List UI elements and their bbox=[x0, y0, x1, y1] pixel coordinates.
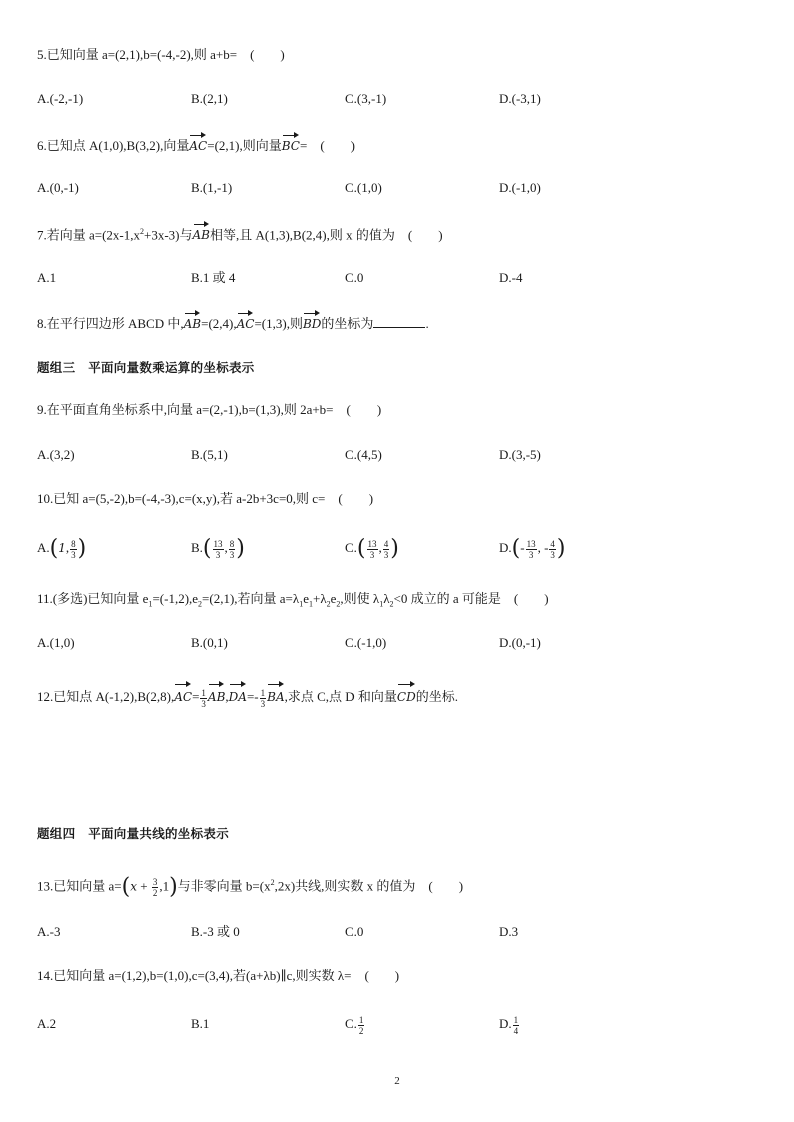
text: 的坐标. bbox=[415, 689, 458, 704]
paren: ( bbox=[121, 874, 131, 900]
vector-ac: AC bbox=[174, 683, 192, 708]
numerator: 3 bbox=[152, 876, 158, 887]
text: =(2,1),若向量 a=λ bbox=[202, 591, 300, 606]
question-11-options bbox=[37, 632, 757, 654]
value: 1 bbox=[58, 541, 66, 555]
fraction bbox=[229, 539, 236, 560]
vector-bc: BC bbox=[282, 134, 300, 155]
denominator: 2 bbox=[152, 887, 158, 898]
fraction bbox=[513, 1015, 520, 1036]
fraction bbox=[367, 539, 378, 560]
sep: , bbox=[378, 540, 382, 555]
text: =(2,1),则向量 bbox=[207, 138, 282, 153]
superscript: 2 bbox=[270, 878, 275, 887]
denominator: 3 bbox=[229, 549, 235, 560]
option-label: D. bbox=[499, 540, 512, 555]
text: 6.已知点 A(1,0),B(3,2),向量 bbox=[37, 138, 190, 153]
option-c[interactable] bbox=[345, 1013, 365, 1036]
text: = ( ) bbox=[299, 138, 355, 153]
denominator: 3 bbox=[201, 698, 206, 709]
option-c[interactable]: C.(4,5) bbox=[345, 447, 382, 462]
vector-ab: AB bbox=[193, 223, 210, 244]
option-a[interactable]: A.2 bbox=[37, 1016, 57, 1031]
numerator: 13 bbox=[213, 538, 223, 549]
subscript: 2 bbox=[326, 599, 331, 609]
text: = bbox=[192, 689, 200, 704]
question-13-stem bbox=[37, 871, 463, 898]
answer-blank[interactable] bbox=[373, 315, 425, 328]
text: ,2x)共线,则实数 x 的值为 ( ) bbox=[274, 878, 464, 894]
paren: ) bbox=[77, 536, 87, 562]
option-d[interactable]: D.-4 bbox=[499, 270, 523, 285]
numerator: 4 bbox=[550, 538, 555, 549]
option-b[interactable]: B.(5,1) bbox=[191, 447, 228, 462]
text: 的坐标为 bbox=[321, 316, 374, 331]
option-label: D. bbox=[499, 1016, 512, 1031]
denominator: 3 bbox=[528, 549, 534, 560]
question-14-stem: 14.已知向量 a=(1,2),b=(1,0),c=(3,4),若(a+λb)∥c,则实数 λ= ( ) bbox=[37, 968, 400, 983]
text: =(-1,2),e bbox=[152, 591, 199, 606]
question-7-options bbox=[37, 267, 757, 289]
option-d[interactable]: D.(-3,1) bbox=[499, 91, 541, 106]
subscript: 2 bbox=[198, 599, 203, 609]
option-label: C. bbox=[345, 540, 357, 555]
sep: , bbox=[65, 540, 70, 555]
option-b[interactable]: B.-3 或 0 bbox=[191, 924, 240, 939]
minus: - bbox=[520, 540, 525, 555]
text: =- bbox=[246, 689, 259, 704]
page-number: 2 bbox=[394, 1075, 400, 1087]
fraction bbox=[70, 539, 77, 560]
subscript: 1 bbox=[308, 599, 313, 609]
fraction bbox=[152, 877, 159, 898]
text: ,求点 C,点 D 和向量 bbox=[284, 689, 397, 704]
option-c[interactable] bbox=[345, 537, 399, 560]
text: e bbox=[330, 591, 337, 606]
denominator: 2 bbox=[358, 1025, 364, 1036]
denominator: 4 bbox=[513, 1025, 519, 1036]
vector-cd: CD bbox=[397, 683, 416, 708]
option-b[interactable] bbox=[191, 537, 245, 560]
paren: ( bbox=[202, 536, 212, 562]
denominator: 3 bbox=[383, 549, 389, 560]
option-label: B. bbox=[191, 540, 203, 555]
question-11-stem bbox=[37, 590, 549, 614]
option-c[interactable]: C.0 bbox=[345, 924, 364, 939]
option-a[interactable] bbox=[37, 537, 86, 560]
section-heading-4: 题组四 平面向量共线的坐标表示 bbox=[37, 826, 230, 841]
numerator: 1 bbox=[513, 1014, 519, 1025]
question-5-stem: 5.已知向量 a=(2,1),b=(-4,-2),则 a+b= ( ) bbox=[37, 47, 285, 62]
option-d[interactable]: D.(3,-5) bbox=[499, 447, 541, 462]
option-b[interactable]: B.(1,-1) bbox=[191, 180, 233, 195]
question-14-options bbox=[37, 1013, 757, 1039]
option-a[interactable]: A.(0,-1) bbox=[37, 180, 79, 195]
text: 与非零向量 b=(x bbox=[177, 878, 271, 894]
denominator: 3 bbox=[215, 549, 221, 560]
question-6-options bbox=[37, 177, 757, 199]
question-12-stem bbox=[37, 683, 458, 709]
fraction bbox=[358, 1015, 365, 1036]
paren: ( bbox=[356, 536, 366, 562]
subscript: 1 bbox=[379, 599, 384, 609]
text: 7.若向量 a=(2x-1,x bbox=[37, 227, 141, 243]
option-c[interactable]: C.0 bbox=[345, 270, 364, 285]
option-label: C. bbox=[345, 1016, 357, 1031]
text: λ bbox=[383, 591, 390, 606]
text: <0 成立的 a 可能是 ( ) bbox=[393, 591, 549, 606]
option-b[interactable]: B.(0,1) bbox=[191, 635, 228, 650]
fraction bbox=[260, 688, 267, 709]
numerator: 1 bbox=[201, 687, 206, 698]
fraction bbox=[383, 539, 390, 560]
vector-ac: AC bbox=[237, 312, 255, 333]
vector-bd: BD bbox=[303, 312, 321, 333]
question-7-stem bbox=[37, 223, 443, 244]
text: , bbox=[225, 689, 229, 704]
paren: ) bbox=[236, 536, 245, 562]
variable: x bbox=[130, 879, 137, 894]
text: 相等,且 A(1,3),B(2,4),则 x 的值为 ( ) bbox=[210, 227, 443, 243]
text: 8.在平行四边形 ABCD 中, bbox=[37, 316, 184, 331]
option-b[interactable]: B.1 bbox=[191, 1016, 210, 1031]
option-d[interactable] bbox=[499, 537, 566, 560]
numerator: 13 bbox=[526, 538, 536, 549]
text: 13.已知向量 a= bbox=[37, 878, 122, 894]
option-b[interactable]: B.1 或 4 bbox=[191, 270, 236, 285]
option-c[interactable]: C.(3,-1) bbox=[345, 91, 387, 106]
text: =(1,3),则 bbox=[254, 316, 303, 331]
option-a[interactable]: A.(-2,-1) bbox=[37, 91, 84, 106]
numerator: 8 bbox=[229, 538, 235, 549]
option-label: A. bbox=[37, 540, 50, 555]
paren: ( bbox=[49, 536, 59, 562]
subscript: 2 bbox=[336, 599, 341, 609]
text: +λ bbox=[312, 591, 327, 606]
fraction bbox=[526, 539, 537, 560]
text: ,则使 λ bbox=[340, 591, 380, 606]
question-9-options bbox=[37, 444, 757, 466]
option-a[interactable]: A.-3 bbox=[37, 924, 61, 939]
fraction bbox=[549, 539, 556, 560]
option-d[interactable]: D.(-1,0) bbox=[499, 180, 541, 195]
numerator: 4 bbox=[383, 538, 389, 549]
question-13-options bbox=[37, 921, 757, 943]
option-b[interactable]: B.(2,1) bbox=[191, 91, 228, 106]
fraction bbox=[213, 539, 224, 560]
text: 11.(多选)已知向量 e bbox=[37, 591, 149, 606]
option-d[interactable] bbox=[499, 1013, 520, 1036]
option-c[interactable]: C.(-1,0) bbox=[345, 635, 387, 650]
denominator: 3 bbox=[369, 549, 375, 560]
text: ,1 bbox=[159, 878, 170, 894]
question-9-stem: 9.在平面直角坐标系中,向量 a=(2,-1),b=(1,3),则 2a+b= ( ) bbox=[37, 402, 382, 417]
option-a[interactable]: A.(1,0) bbox=[37, 635, 75, 650]
denominator: 3 bbox=[260, 698, 266, 709]
denominator: 3 bbox=[550, 549, 555, 560]
subscript: 2 bbox=[389, 599, 394, 609]
paren: ( bbox=[511, 536, 521, 562]
denominator: 3 bbox=[71, 549, 76, 560]
vector-ab: AB bbox=[184, 312, 201, 333]
option-a[interactable]: A.(3,2) bbox=[37, 447, 75, 462]
paren: ) bbox=[556, 536, 566, 562]
text: . bbox=[425, 316, 429, 331]
paren: ) bbox=[169, 874, 178, 900]
text: +3x-3)与 bbox=[144, 227, 193, 243]
sep: , bbox=[224, 540, 228, 555]
paren: ) bbox=[390, 536, 399, 562]
sep: , - bbox=[537, 540, 549, 555]
option-c[interactable]: C.(1,0) bbox=[345, 180, 382, 195]
text: 12.已知点 A(-1,2),B(2,8), bbox=[37, 689, 175, 704]
fraction bbox=[200, 688, 207, 709]
option-a[interactable]: A.1 bbox=[37, 270, 57, 285]
text: e bbox=[303, 591, 309, 606]
numerator: 8 bbox=[71, 538, 76, 549]
option-d[interactable]: D.3 bbox=[499, 924, 519, 939]
numerator: 1 bbox=[358, 1014, 364, 1025]
numerator: 13 bbox=[367, 538, 377, 549]
section-heading-3: 题组三 平面向量数乘运算的坐标表示 bbox=[37, 360, 255, 375]
plus: + bbox=[136, 878, 151, 894]
subscript: 1 bbox=[299, 599, 304, 609]
superscript: 2 bbox=[140, 227, 145, 236]
vector-ba: BA bbox=[267, 683, 284, 708]
vector-da: DA bbox=[229, 683, 247, 708]
question-5-options bbox=[37, 88, 757, 110]
question-10-options bbox=[37, 537, 757, 563]
subscript: 1 bbox=[148, 599, 153, 609]
vector-ac: AC bbox=[189, 134, 207, 155]
option-d[interactable]: D.(0,-1) bbox=[499, 635, 541, 650]
text: =(2,4), bbox=[201, 316, 237, 331]
numerator: 1 bbox=[260, 687, 266, 698]
question-10-stem: 10.已知 a=(5,-2),b=(-4,-3),c=(x,y),若 a-2b+3c=0,则 c= ( ) bbox=[37, 491, 374, 506]
vector-ab: AB bbox=[208, 683, 225, 708]
question-8-stem bbox=[37, 312, 429, 333]
question-6-stem bbox=[37, 134, 355, 155]
